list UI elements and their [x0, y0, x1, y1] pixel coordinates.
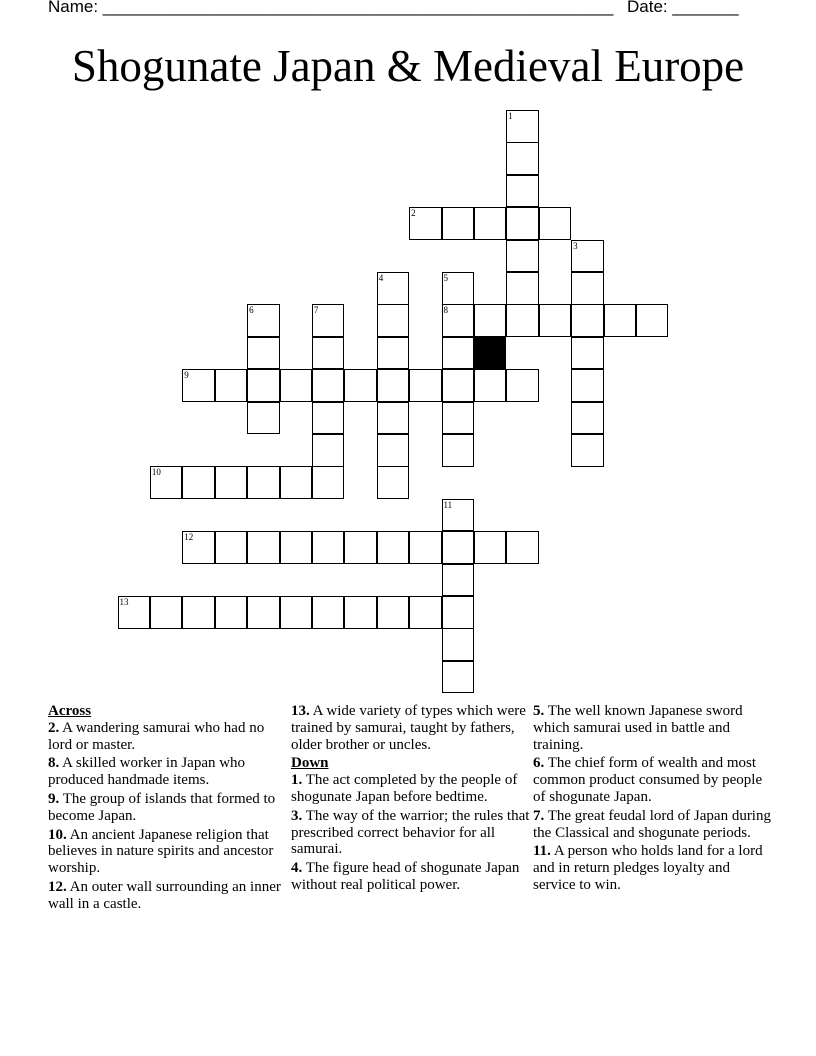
grid-cell[interactable]	[247, 466, 280, 499]
clue-text: The well known Japanese sword which samurai used in battle and training.	[533, 703, 743, 753]
grid-cell[interactable]	[280, 369, 313, 402]
clue-number: 9	[184, 370, 189, 381]
grid-cell[interactable]	[182, 369, 215, 402]
grid-cell[interactable]	[247, 531, 280, 564]
grid-cell[interactable]	[280, 531, 313, 564]
clue-number: 2.	[48, 719, 60, 736]
clue-number: 4.	[291, 860, 303, 877]
grid-cell[interactable]	[442, 207, 475, 240]
grid-cell[interactable]	[442, 661, 475, 694]
grid-cell[interactable]	[312, 402, 345, 435]
clue-number: 1.	[291, 772, 303, 789]
grid-cell[interactable]	[377, 304, 410, 337]
grid-cell[interactable]	[377, 369, 410, 402]
grid-cell[interactable]	[280, 596, 313, 629]
grid-cell[interactable]	[636, 304, 669, 337]
grid-cell[interactable]	[571, 304, 604, 337]
clue	[48, 879, 288, 913]
grid-cell[interactable]	[247, 304, 280, 337]
grid-cell[interactable]	[474, 304, 507, 337]
clue-text: The way of the warrior; the rules that prescribed correct behavior for all samurai.	[291, 807, 530, 858]
clue-text: A person who holds land for a lord and in return pledges loyalty and service to win.	[533, 843, 763, 893]
grid-cell[interactable]	[312, 531, 345, 564]
section-heading-across: Across	[48, 703, 92, 719]
clue	[291, 772, 531, 806]
clue-number: 6	[249, 305, 254, 316]
grid-cell[interactable]	[312, 596, 345, 629]
date-field-label: Date: _______	[627, 0, 739, 16]
grid-cell[interactable]	[442, 337, 475, 370]
clue-number: 5	[443, 273, 448, 283]
grid-cell[interactable]	[247, 402, 280, 435]
grid-cell[interactable]	[506, 175, 539, 208]
clue	[291, 860, 531, 894]
grid-cell[interactable]	[474, 369, 507, 402]
clue-text: The figure head of shogunate Japan without real political power.	[291, 860, 520, 893]
clue-column-1	[48, 703, 288, 915]
grid-cell[interactable]	[571, 337, 604, 370]
clue-text: A skilled worker in Japan who produced handmade items.	[48, 755, 246, 789]
grid-cell[interactable]	[312, 466, 345, 499]
grid-cell[interactable]	[506, 369, 539, 402]
clue-number: 7.	[533, 807, 545, 824]
clue-number: 4	[378, 273, 384, 283]
grid-cell[interactable]	[182, 531, 215, 564]
clue-number: 5.	[533, 703, 545, 719]
grid-cell[interactable]	[442, 272, 475, 305]
grid-cell[interactable]	[312, 304, 345, 337]
grid-cell[interactable]	[312, 369, 345, 402]
grid-cell[interactable]	[409, 596, 442, 629]
grid-cell[interactable]	[215, 369, 248, 402]
grid-cell[interactable]	[312, 434, 345, 467]
clue-number: 10	[151, 467, 161, 478]
clue	[533, 703, 773, 753]
clue-number: 6.	[533, 755, 545, 772]
grid-cell[interactable]	[344, 369, 377, 402]
clue-text: The group of islands that formed to become Japan.	[48, 790, 276, 824]
clue	[533, 755, 773, 805]
grid-cell[interactable]	[506, 531, 539, 564]
clue	[48, 791, 288, 825]
grid-cell[interactable]	[539, 304, 572, 337]
grid-cell[interactable]	[182, 466, 215, 499]
clue-text: The great feudal lord of Japan during the Classical and shogunate periods.	[533, 807, 771, 841]
clue-number: 3	[573, 240, 578, 251]
grid-cell[interactable]	[150, 596, 183, 629]
clue-number: 13	[119, 597, 129, 607]
grid-cell[interactable]	[215, 466, 248, 499]
grid-cell[interactable]	[571, 402, 604, 435]
clue-number: 3.	[291, 807, 303, 824]
grid-cell[interactable]	[442, 628, 475, 661]
clue-text: An outer wall surrounding an inner wall in a castle.	[48, 878, 281, 912]
grid-cell[interactable]	[604, 304, 637, 337]
grid-cell[interactable]	[571, 272, 604, 305]
clue-number: 1	[508, 111, 513, 121]
grid-cell[interactable]	[571, 434, 604, 467]
grid-cell[interactable]	[280, 466, 313, 499]
grid-cell[interactable]	[506, 304, 539, 337]
clue	[48, 720, 288, 754]
grid-cell[interactable]	[150, 466, 183, 499]
clue-number: 9.	[48, 790, 60, 807]
grid-cell[interactable]	[377, 337, 410, 370]
page-title: Shogunate Japan & Medieval Europe	[71, 41, 745, 91]
grid-cell[interactable]	[442, 434, 475, 467]
grid-cell[interactable]	[247, 337, 280, 370]
grid-cell[interactable]	[506, 240, 539, 273]
clue-number: 2	[411, 208, 416, 219]
clue-number: 12	[184, 532, 194, 543]
grid-cell[interactable]	[442, 499, 475, 532]
clue-number: 8	[443, 305, 448, 316]
clue	[48, 827, 288, 877]
clue-text: A wide variety of types which were trained by samurai, taught by fathers, older brother or uncles.	[291, 703, 526, 753]
grid-cell[interactable]	[409, 531, 442, 564]
grid-cell[interactable]	[506, 272, 539, 305]
clue-number: 12.	[48, 878, 67, 895]
grid-block	[474, 337, 507, 370]
clue	[291, 808, 531, 858]
grid-cell[interactable]	[409, 207, 442, 240]
grid-cell[interactable]	[377, 466, 410, 499]
grid-cell[interactable]	[377, 596, 410, 629]
clue-number: 7	[313, 305, 319, 316]
grid-cell[interactable]	[506, 110, 539, 143]
grid-cell[interactable]	[571, 369, 604, 402]
clue-text: A wandering samurai who had no lord or master.	[48, 719, 265, 753]
clue	[291, 703, 531, 753]
grid-cell[interactable]	[442, 304, 475, 337]
clue	[48, 755, 288, 789]
clue-number: 11	[443, 499, 453, 510]
grid-cell[interactable]	[312, 337, 345, 370]
name-field-label: Name: ______________________________________________________	[48, 0, 614, 16]
clue-number: 13.	[291, 703, 310, 719]
grid-cell[interactable]	[247, 369, 280, 402]
clue	[533, 808, 773, 842]
section-heading-down: Down	[291, 755, 329, 772]
grid-cell[interactable]	[118, 596, 151, 629]
grid-cell[interactable]	[377, 434, 410, 467]
clue-column-3	[533, 703, 773, 896]
clue-number: 10.	[48, 826, 67, 843]
grid-cell[interactable]	[377, 402, 410, 435]
grid-cell[interactable]	[409, 369, 442, 402]
grid-cell[interactable]	[215, 596, 248, 629]
clue-text: An ancient Japanese religion that believes in nature spirits and ancestor worship.	[48, 826, 274, 877]
grid-cell[interactable]	[344, 596, 377, 629]
grid-cell[interactable]	[182, 596, 215, 629]
grid-cell[interactable]	[442, 402, 475, 435]
grid-cell[interactable]	[377, 272, 410, 305]
clue-number: 8.	[48, 755, 60, 772]
grid-cell[interactable]	[506, 207, 539, 240]
grid-cell[interactable]	[571, 240, 604, 273]
grid-cell[interactable]	[442, 531, 475, 564]
grid-cell[interactable]	[474, 531, 507, 564]
grid-cell[interactable]	[377, 531, 410, 564]
grid-cell[interactable]	[442, 564, 475, 597]
grid-cell[interactable]	[215, 531, 248, 564]
clue-text: The chief form of wealth and most common product consumed by people of shogunate Japan.	[533, 755, 763, 805]
grid-cell[interactable]	[506, 142, 539, 175]
grid-cell[interactable]	[247, 596, 280, 629]
clue-column-2	[291, 703, 531, 896]
clue-text: The act completed by the people of shogunate Japan before bedtime.	[291, 772, 518, 805]
grid-cell[interactable]	[539, 207, 572, 240]
grid-cell[interactable]	[442, 369, 475, 402]
grid-cell[interactable]	[344, 531, 377, 564]
grid-cell[interactable]	[474, 207, 507, 240]
clue-number: 11.	[533, 843, 551, 860]
grid-cell[interactable]	[442, 596, 475, 629]
clue	[533, 843, 773, 893]
